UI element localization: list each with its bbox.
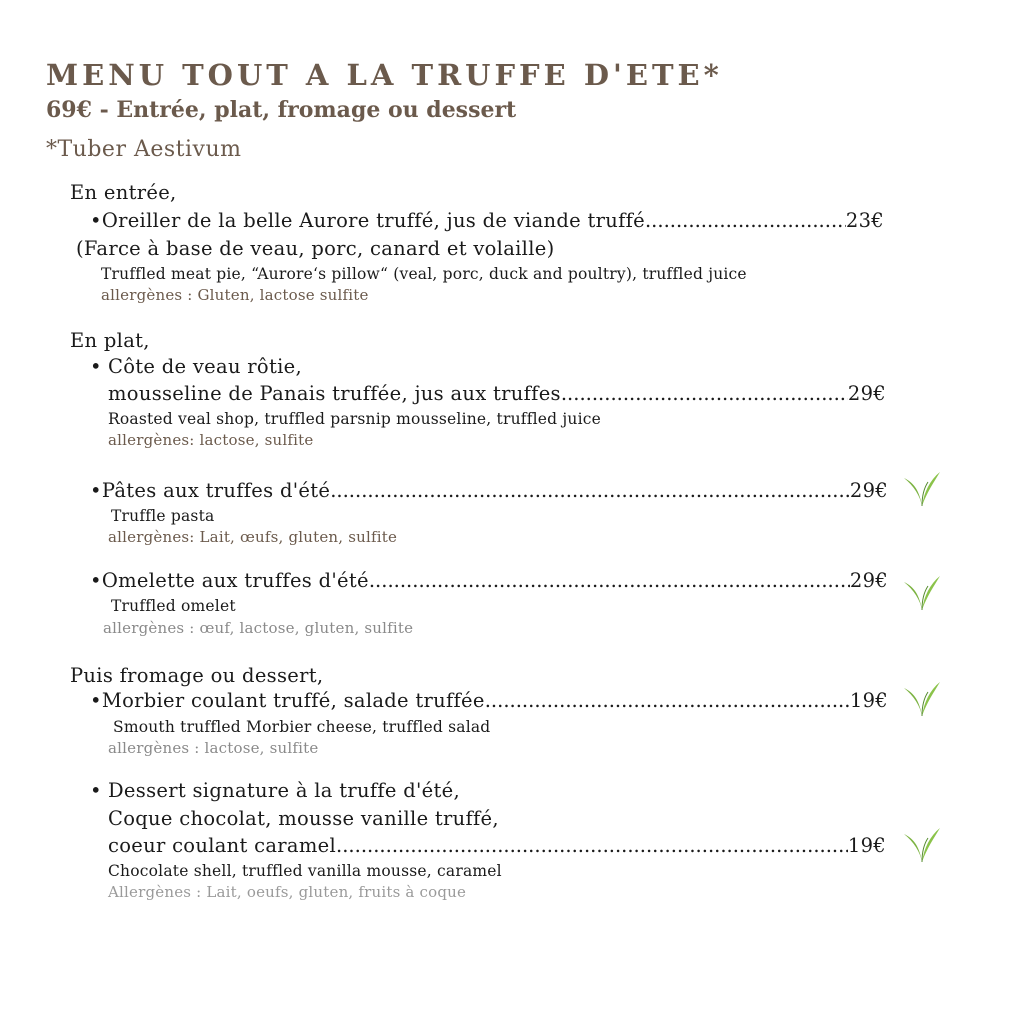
dish-name: Oreiller de la belle Aurore truffé, jus de viande truffé: [101, 209, 645, 232]
section-heading-dessert: Puis fromage ou dessert,: [70, 664, 324, 687]
menu-item-cote-de-veau: [90, 355, 302, 378]
dish-price: 23€: [845, 209, 884, 232]
dish-english: Truffled meat pie, “Aurore‘s pillow“ (veal, porc, duck and poultry), truffled juice: [101, 265, 747, 283]
dish-allergens: allergènes: lactose, sulfite: [108, 431, 314, 449]
dish-english: Chocolate shell, truffled vanilla mousse, caramel: [108, 862, 502, 880]
dish-allergens: allergènes : Gluten, lactose sulfite: [101, 286, 369, 304]
menu-item-dessert-signature-line3: [108, 834, 886, 857]
dot-leader: [369, 569, 850, 592]
dot-leader: [330, 479, 850, 502]
dot-leader: [485, 689, 850, 712]
dot-leader: [561, 382, 848, 405]
dish-price: 19€: [847, 834, 886, 857]
dish-allergens: allergènes : œuf, lactose, gluten, sulfite: [103, 619, 414, 637]
dish-allergens: allergènes: Lait, œufs, gluten, sulfite: [108, 528, 398, 546]
menu-item-morbier: [90, 689, 888, 712]
menu-item-pates: [90, 479, 888, 502]
bullet: •: [90, 355, 102, 378]
dish-price: 29€: [849, 479, 888, 502]
dish-detail: (Farce à base de veau, porc, canard et volaille): [76, 237, 555, 260]
truffle-species-note: *Tuber Aestivum: [46, 137, 242, 162]
dish-name-continued: coeur coulant caramel: [108, 834, 337, 857]
dish-price: 29€: [847, 382, 886, 405]
dish-name: Omelette aux truffes d'été: [101, 569, 369, 592]
leaf-icon: [902, 574, 942, 612]
menu-title: MENU TOUT A LA TRUFFE D'ETE*: [46, 58, 723, 92]
leaf-icon: [902, 470, 942, 508]
dish-name-continued: mousseline de Panais truffée, jus aux truffes: [108, 382, 561, 405]
dish-english: Truffled omelet: [111, 597, 236, 615]
dish-name: Côte de veau rôtie,: [108, 355, 302, 378]
dish-name: Dessert signature à la truffe d'été,: [108, 779, 460, 802]
dot-leader: [645, 209, 846, 232]
bullet: •: [90, 479, 102, 502]
bullet: •: [90, 779, 102, 802]
section-heading-plat: En plat,: [70, 329, 150, 352]
dish-allergens: allergènes : lactose, sulfite: [108, 739, 319, 757]
dish-name: Morbier coulant truffé, salade truffée: [101, 689, 485, 712]
dish-price: 29€: [849, 569, 888, 592]
dish-english: Roasted veal shop, truffled parsnip mousseline, truffled juice: [108, 410, 602, 428]
bullet: •: [90, 689, 102, 712]
dish-name: Pâtes aux truffes d'été: [101, 479, 331, 502]
dish-price: 19€: [849, 689, 888, 712]
section-heading-entree: En entrée,: [70, 181, 177, 204]
dish-english: Smouth truffled Morbier cheese, truffled salad: [113, 718, 491, 736]
menu-item-cote-de-veau-line2: [108, 382, 886, 405]
leaf-icon: [902, 826, 942, 864]
dish-english: Truffle pasta: [111, 507, 215, 525]
bullet: •: [90, 569, 102, 592]
dish-allergens: Allergènes : Lait, oeufs, gluten, fruits à coque: [108, 883, 467, 901]
dish-name-continued: Coque chocolat, mousse vanille truffé,: [108, 807, 499, 830]
menu-price-subtitle: 69€ - Entrée, plat, fromage ou dessert: [46, 97, 517, 123]
bullet: •: [90, 209, 102, 232]
menu-item-oreiller: [90, 209, 884, 232]
dot-leader: [336, 834, 848, 857]
menu-item-dessert-signature: [90, 779, 460, 802]
leaf-icon: [902, 680, 942, 718]
menu-item-omelette: [90, 569, 888, 592]
